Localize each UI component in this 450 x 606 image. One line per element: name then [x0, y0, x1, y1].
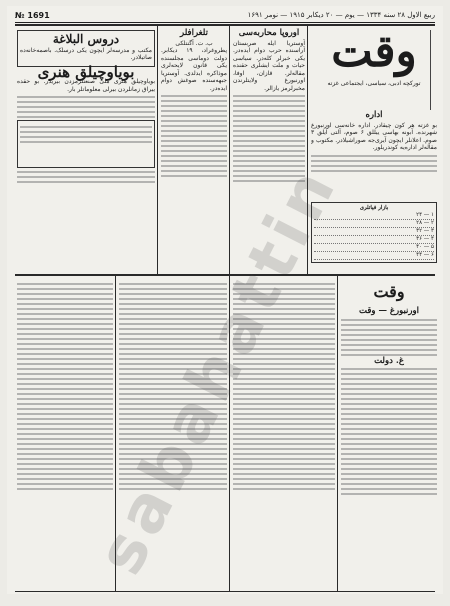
- section-heading-2: غ. دولت: [374, 355, 404, 366]
- lower-col-3: [119, 280, 227, 590]
- section-heading: اورنبورغ — وقت: [358, 306, 419, 316]
- telegram-sub: ب. ت. آگنتلکی: [175, 39, 213, 47]
- table-row: ۱ — ۲۴: [314, 212, 434, 220]
- table-row: ۲ — ۲۸: [314, 220, 434, 228]
- article-title: بویاوچیلق هنری: [37, 62, 135, 81]
- masthead-subtitle: تورکچه ادبی، سیاسی، ایجتماعی غزته: [327, 80, 421, 87]
- ad-body: مکتب و مدرسه‌لر ایچون یکی درسلک. باصمه‌خانه‌ده صاتیلادر.: [20, 46, 152, 61]
- middle-right-body: آوستریا ایله صربستان آراسنده حرب دوام ایده‌در. یکی خبرلر کله‌در. سیاسی حیات و ملت ایشلری حقنده مقاله‌لر. قازان، اوفا، اورنبورغ ولایتلرندن مخبرلرمز یازالر.: [233, 39, 305, 92]
- lower-headline: وقت: [373, 282, 405, 301]
- right-upper-column: [311, 110, 437, 210]
- rule-c: [157, 24, 158, 274]
- table-row: ۳ — ۳۲: [314, 228, 434, 236]
- mid-rule: [15, 274, 435, 276]
- masthead-title: وقت: [331, 26, 417, 77]
- right-heading: اداره: [365, 110, 383, 120]
- table-row: ۶ — ۴۴: [314, 252, 434, 260]
- masthead: [315, 24, 433, 106]
- ad-box: [17, 30, 155, 67]
- side-strip: [430, 30, 441, 110]
- notice-box: [17, 120, 155, 168]
- ad-title: دروس البلاغة: [52, 32, 120, 46]
- right-body: بو غزته هر کون چیقادر. اداره خانه‌سی اورنبورغ شهرنده. آبونه بهاسی ییللق ۶ صوم، آلتی آیلق ۳ صوم. اعلانلر ایچون آیری‌جه صوراشیلادر. مکتوب و مقاله‌لر اداره‌یه کوندریلور.: [311, 121, 437, 151]
- table-row: ۴ — ۳۶: [314, 236, 434, 244]
- left-column: [17, 28, 155, 272]
- table-row: ۵ — ۴۰: [314, 244, 434, 252]
- rule-e: [229, 276, 230, 592]
- lower-col-4: [17, 280, 113, 590]
- middle-left-column: [161, 28, 227, 272]
- newspaper-page: [7, 6, 443, 594]
- lower-col-2: [233, 280, 335, 590]
- middle-right-heading: آوروپا محاربه‌سی: [238, 28, 300, 38]
- header-line: [15, 8, 435, 23]
- rule-f: [337, 276, 338, 592]
- middle-right-column: [233, 28, 305, 272]
- lower-col-1: [341, 306, 437, 590]
- rule-d: [115, 276, 116, 592]
- issue-number: № 1691: [15, 10, 50, 20]
- date-line: ربیع الاول ۲۸ سنه ۱۳۳۴ — یوم — ۲۰ دیکابر ۱۹۱۵ — نومر ۱۶۹۱: [247, 11, 435, 19]
- rule-a: [307, 24, 308, 274]
- telegram-heading: تلغرافلر: [180, 28, 208, 38]
- telegram-body: پطروغراد، ۱۹ دیکابر. دولت دوماسی مجلسنده یکی قانون لایحه‌لری موذاکره ایدلدی. آوستریا جبهه‌سنده صوغش دوام ایده‌در.: [161, 47, 227, 92]
- rule-b: [229, 24, 230, 274]
- article-body: بویاوچیلق هنری ملی صنعتلرمزدن بیریدر. بو حقده ییراق زمانلردن بیرلی معلوماتلر بار.: [17, 78, 155, 93]
- bottom-rule: [15, 591, 435, 592]
- top-rule: [15, 24, 435, 26]
- market-table: [311, 202, 437, 272]
- table-title: بازار فیاتلری: [359, 205, 389, 211]
